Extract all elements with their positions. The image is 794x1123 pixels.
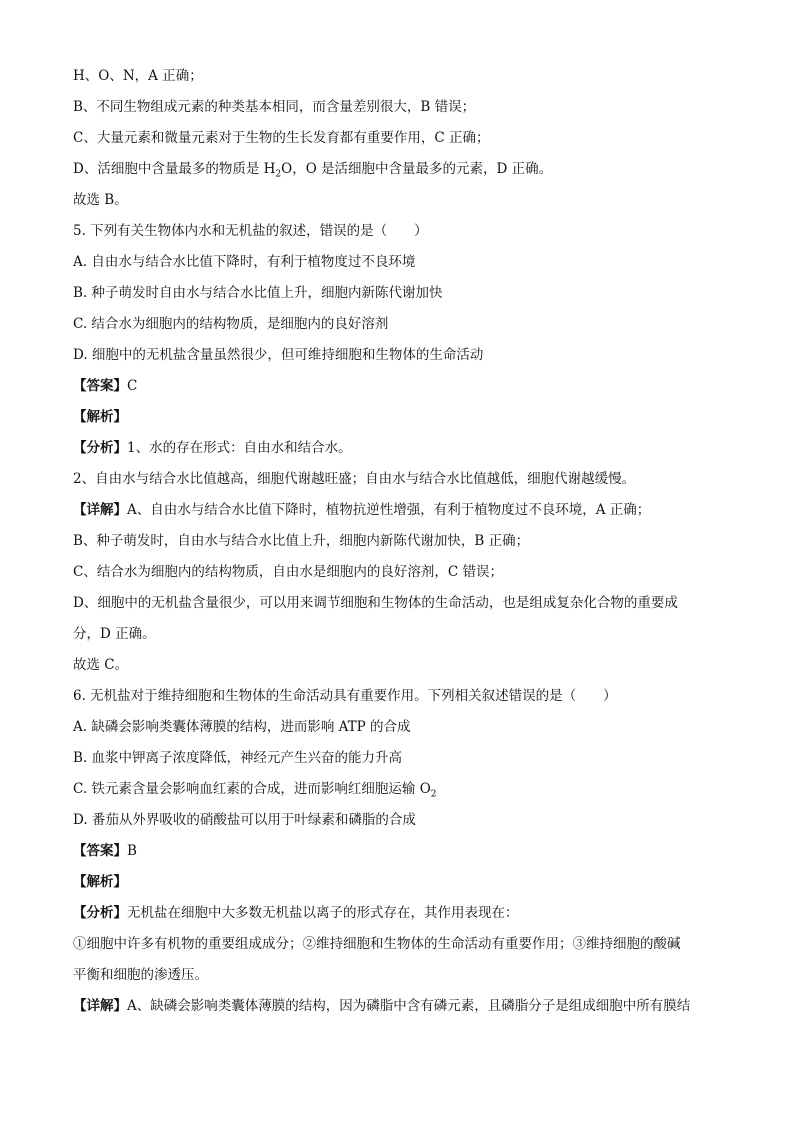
- analysis-line-q5: [73, 407, 127, 427]
- breakdown-line-q6: 【 分析 】 无机盐在细胞中大多数无机盐以离子的形式存在，其作用表现在：: [73, 903, 519, 923]
- analysis-tag: 【 解析 】: [73, 409, 127, 425]
- text-line-1: H、O、N，A 正确；: [73, 68, 203, 84]
- answer-tag: 【 答案 】: [73, 378, 127, 394]
- question-6-option-a: A. 缺磷会影响类囊体薄膜的结构，进而影响 ATP 的合成: [73, 719, 411, 735]
- text-line-2: B、不同生物组成元素的种类基本相同，而含量差别很大，B 错误；: [73, 99, 476, 115]
- question-6-option-b: B. 血浆中钾离子浓度降低，神经元产生兴奋的能力升高: [73, 750, 403, 766]
- answer-tag: 【 答案 】: [73, 843, 127, 859]
- question-6-stem: 6. 无机盐对于维持细胞和生物体的生命活动具有重要作用。下列相关叙述错误的是（ ）: [73, 688, 617, 704]
- text-line-5: 故选 B。: [73, 192, 128, 208]
- text-line-17: C、结合水为细胞内的结构物质，自由水是细胞内的良好溶剂，C 错误；: [73, 564, 503, 580]
- answer-line-q6: 【 答案 】 B: [73, 841, 137, 861]
- breakdown-tag: 【 分析 】: [73, 440, 127, 456]
- text-line-29: ①细胞中许多有机物的重要组成成分；②维持细胞和生物体的生命活动有重要作用；③维持细胞的酸碱: [73, 936, 681, 952]
- question-5-option-b: B. 种子萌发时自由水与结合水比值上升，细胞内新陈代谢加快: [73, 285, 443, 301]
- breakdown-line-q5: 【 分析 】 1、水的存在形式：自由水和结合水。: [73, 438, 352, 458]
- text-line-20: 故选 C。: [73, 657, 129, 673]
- text-line-19: 分，D 正确。: [73, 626, 156, 642]
- text-line-3: C、大量元素和微量元素对于生物的生长发育都有重要作用，C 正确；: [73, 130, 490, 146]
- breakdown-tag: 【 分析 】: [73, 905, 127, 921]
- text-line-14: 2、自由水与结合水比值越高，细胞代谢越旺盛；自由水与结合水比值越低，细胞代谢越缓慢。: [73, 471, 636, 487]
- analysis-tag: 【 解析 】: [73, 874, 127, 890]
- question-6-option-d: D. 番茄从外界吸收的硝酸盐可以用于叶绿素和磷脂的合成: [73, 812, 416, 828]
- text-line-30: 平衡和细胞的渗透压。: [73, 967, 208, 983]
- detail-tag: 【 详解 】: [73, 998, 127, 1014]
- answer-line-q5: 【 答案 】 C: [73, 376, 137, 396]
- question-5-option-a: A. 自由水与结合水比值下降时，有利于植物度过不良环境: [73, 254, 416, 270]
- question-5-option-d: D. 细胞中的无机盐含量虽然很少，但可维持细胞和生物体的生命活动: [73, 347, 484, 363]
- text-line-4: D、活细胞中含量最多的物质是 $H_2O$，O 是活细胞中含量最多的元素，D 正确。: [73, 161, 553, 180]
- text-line-16: B、种子萌发时，自由水与结合水比值上升，细胞内新陈代谢加快，B 正确；: [73, 533, 530, 549]
- detail-line-q5: 【 详解 】 A、自由水与结合水比值下降时，植物抗逆性增强，有利于植物度过不良环境，A 正确；: [73, 500, 650, 520]
- question-6-option-c: C. 铁元素含量会影响血红素的合成，进而影响红细胞运输 $O_2$: [73, 781, 437, 800]
- question-5-option-c: C. 结合水为细胞内的结构物质，是细胞内的良好溶剂: [73, 316, 389, 332]
- detail-tag: 【 详解 】: [73, 502, 127, 518]
- detail-line-q6: 【 详解 】 A、缺磷会影响类囊体薄膜的结构，因为磷脂中含有磷元素，且磷脂分子是组成细胞中所有膜结: [73, 996, 690, 1016]
- question-5-stem: 5. 下列有关生物体内水和无机盐的叙述，错误的是（ ）: [73, 223, 428, 239]
- text-line-18: D、细胞中的无机盐含量很少，可以用来调节细胞和生物体的生命活动，也是组成复杂化合物的重要成: [73, 595, 678, 611]
- analysis-line-q6: [73, 872, 127, 892]
